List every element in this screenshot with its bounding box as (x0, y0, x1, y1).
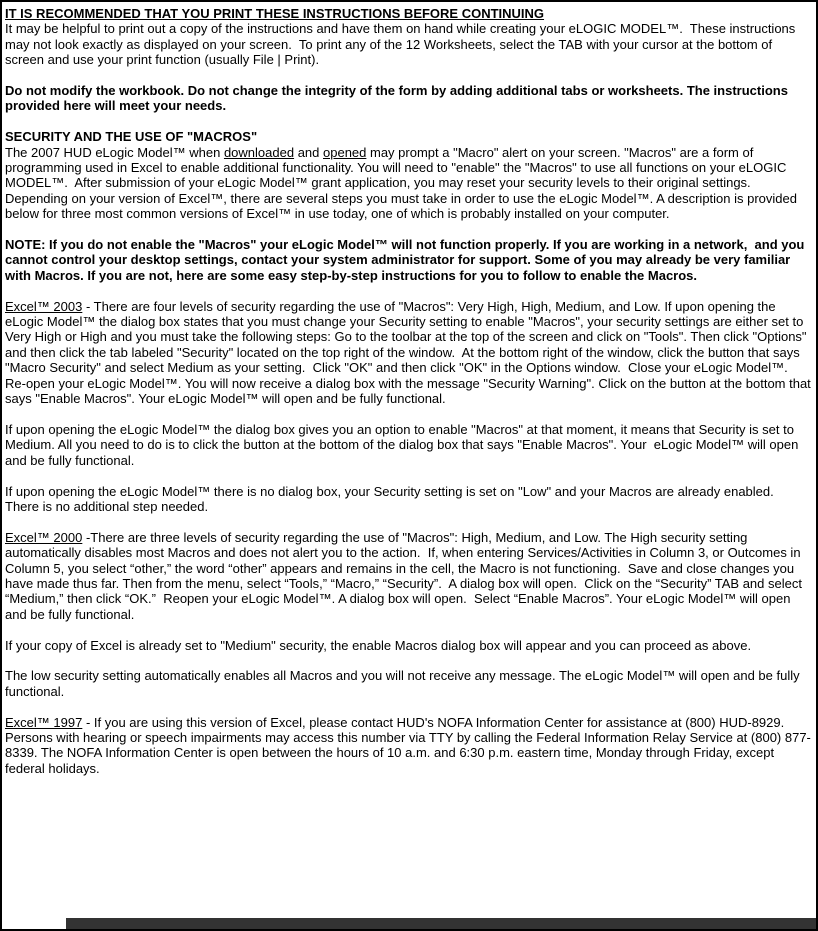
blank-line (5, 514, 811, 529)
blank-line (5, 653, 811, 668)
text-segment: Do not modify the workbook. Do not change the integrity of the form by adding additional tabs or worksheets. The instructions provided here will meet your needs. (5, 83, 792, 114)
note-enable-macros-paragraph (5, 237, 811, 283)
low-security-paragraph (5, 484, 811, 515)
text-segment: The 2007 HUD eLogic Model™ when (5, 144, 224, 160)
security-macros-heading (5, 129, 811, 144)
text-segment: If upon opening the eLogic Model™ the dialog box gives you an option to enable "Macros" at that moment, it means that Security is set to Medium. All you need to do is to click the button at the bottom of the dialog box that says "Enable Macros". Your eLogic Model™ will open and be fully functional. (5, 421, 802, 468)
print-instructions-paragraph (5, 21, 811, 67)
text-segment: The low security setting automatically enables all Macros and you will not receive any message. The eLogic Model™ will open and be fully functional. (5, 668, 804, 699)
print-recommendation-heading (5, 6, 811, 21)
blank-line (5, 407, 811, 422)
macros-overview-paragraph (5, 145, 811, 222)
text-segment: and (294, 144, 323, 160)
blank-line (5, 468, 811, 483)
text-segment: -There are three levels of security regarding the use of "Macros": High, Medium, and Low. The High security setting automatically disables most Macros and does not alert you to the action. If, when entering Services/Activities in Column 3, or Outcomes in Column 5, you select “other,” the word “other” appears and remains in the cell, the Macro is not functioning. Save and close changes you have made thus far. Then from the menu, select “Tools,” “Macro,” “Security”. A dialog box will open. Click on the “Security” TAB and select “Medium,” then click “OK.” Reopen your eLogic Model™. A dialog box will open. Select “Enable Macros”. Your eLogic Model™ will open and be fully functional. (5, 529, 806, 622)
blank-line (5, 222, 811, 237)
text-segment: SECURITY AND THE USE OF "MACROS" (5, 129, 258, 145)
text-segment: NOTE: If you do not enable the "Macros" your eLogic Model™ will not function properly. If you are working in a network, and you cannot control your desktop settings, contact your system administrator for support. Some of you may already be very familiar with Macros. If you are not, here are some easy step-by-step instructions for you to follow to enable the Macros. (5, 237, 808, 283)
excel-2000-paragraph (5, 530, 811, 622)
blank-line (5, 283, 811, 298)
bottom-dark-bar (66, 918, 816, 929)
already-medium-paragraph (5, 638, 811, 653)
document-body (5, 6, 815, 776)
text-segment: IT IS RECOMMENDED THAT YOU PRINT THESE INSTRUCTIONS BEFORE CONTINUING (5, 6, 545, 21)
medium-security-paragraph (5, 422, 811, 468)
text-segment: - There are four levels of security regarding the use of "Macros": Very High, High, Medium, and Low. If upon opening the eLogic Model™ the dialog box states that you must change your Security setting to enable "Macros", your security settings are either set to Very High or High and you must take the following steps: Go to the toolbar at the top of the screen and click on "Tools". Then click "Options" and then click the tab labeled "Security" located on the top right of the window. At the bottom right of the window, click the button that says "Macro Security" and select Medium as your setting. Click "OK" and then click "OK" in the Options window. Close your eLogic Model™. Re-open your eLogic Model™. You will now receive a dialog box with the message "Security Warning". Click on the button at the bottom that says "Enable Macros". Your eLogic Model™ will open and be fully functional. (5, 298, 815, 407)
excel-2003-paragraph (5, 298, 815, 407)
text-segment: If upon opening the eLogic Model™ there is no dialog box, your Security setting is set on "Low" and your Macros are already enabled. There is no additional step needed. (5, 483, 778, 514)
blank-line (5, 114, 811, 129)
text-segment: opened (323, 144, 367, 160)
text-segment: If your copy of Excel is already set to "Medium" security, the enable Macros dialog box will appear and you can proceed as above. (5, 637, 752, 653)
do-not-modify-paragraph (5, 83, 811, 114)
blank-line (5, 699, 811, 714)
excel-1997-paragraph (5, 715, 811, 777)
text-segment: It may be helpful to print out a copy of the instructions and have them on hand while creating your eLOGIC MODEL™. These instructions may not look exactly as displayed on your screen. To print any of the 12 Worksheets, select the TAB with your cursor at the bottom of screen and use your print function (usually File | Print). (5, 21, 799, 68)
text-segment: Excel™ 1997 (5, 714, 83, 730)
low-setting-paragraph (5, 668, 811, 699)
blank-line (5, 68, 811, 83)
text-segment: Excel™ 2003 (5, 298, 83, 314)
text-segment: - If you are using this version of Excel, please contact HUD's NOFA Information Center for assistance at (800) HUD-8929. Persons with hearing or speech impairments may access this number via TTY by calling the Federal Information Relay Service at (800) 877-8339. The NOFA Information Center is open between the hours of 10 a.m. and 6:30 p.m. eastern time, Monday through Friday, except federal holidays. (5, 714, 811, 776)
text-segment: Excel™ 2000 (5, 529, 83, 545)
text-segment: may prompt a "Macro" alert on your screen. "Macros" are a form of programming used in Excel to enable additional functionality. You will need to "enable" the "Macros" to use all functions on your eLOGIC MODEL™. After submission of your eLogic Model™ grant application, you may reset your security levels to their original settings. Depending on your version of Excel™, there are several steps you must take in order to use the eLogic Model™. A description is provided below for three most common versions of Excel™ in use today, one of which is probably installed on your computer. (5, 144, 801, 222)
blank-line (5, 622, 811, 637)
text-segment: downloaded (223, 144, 295, 160)
